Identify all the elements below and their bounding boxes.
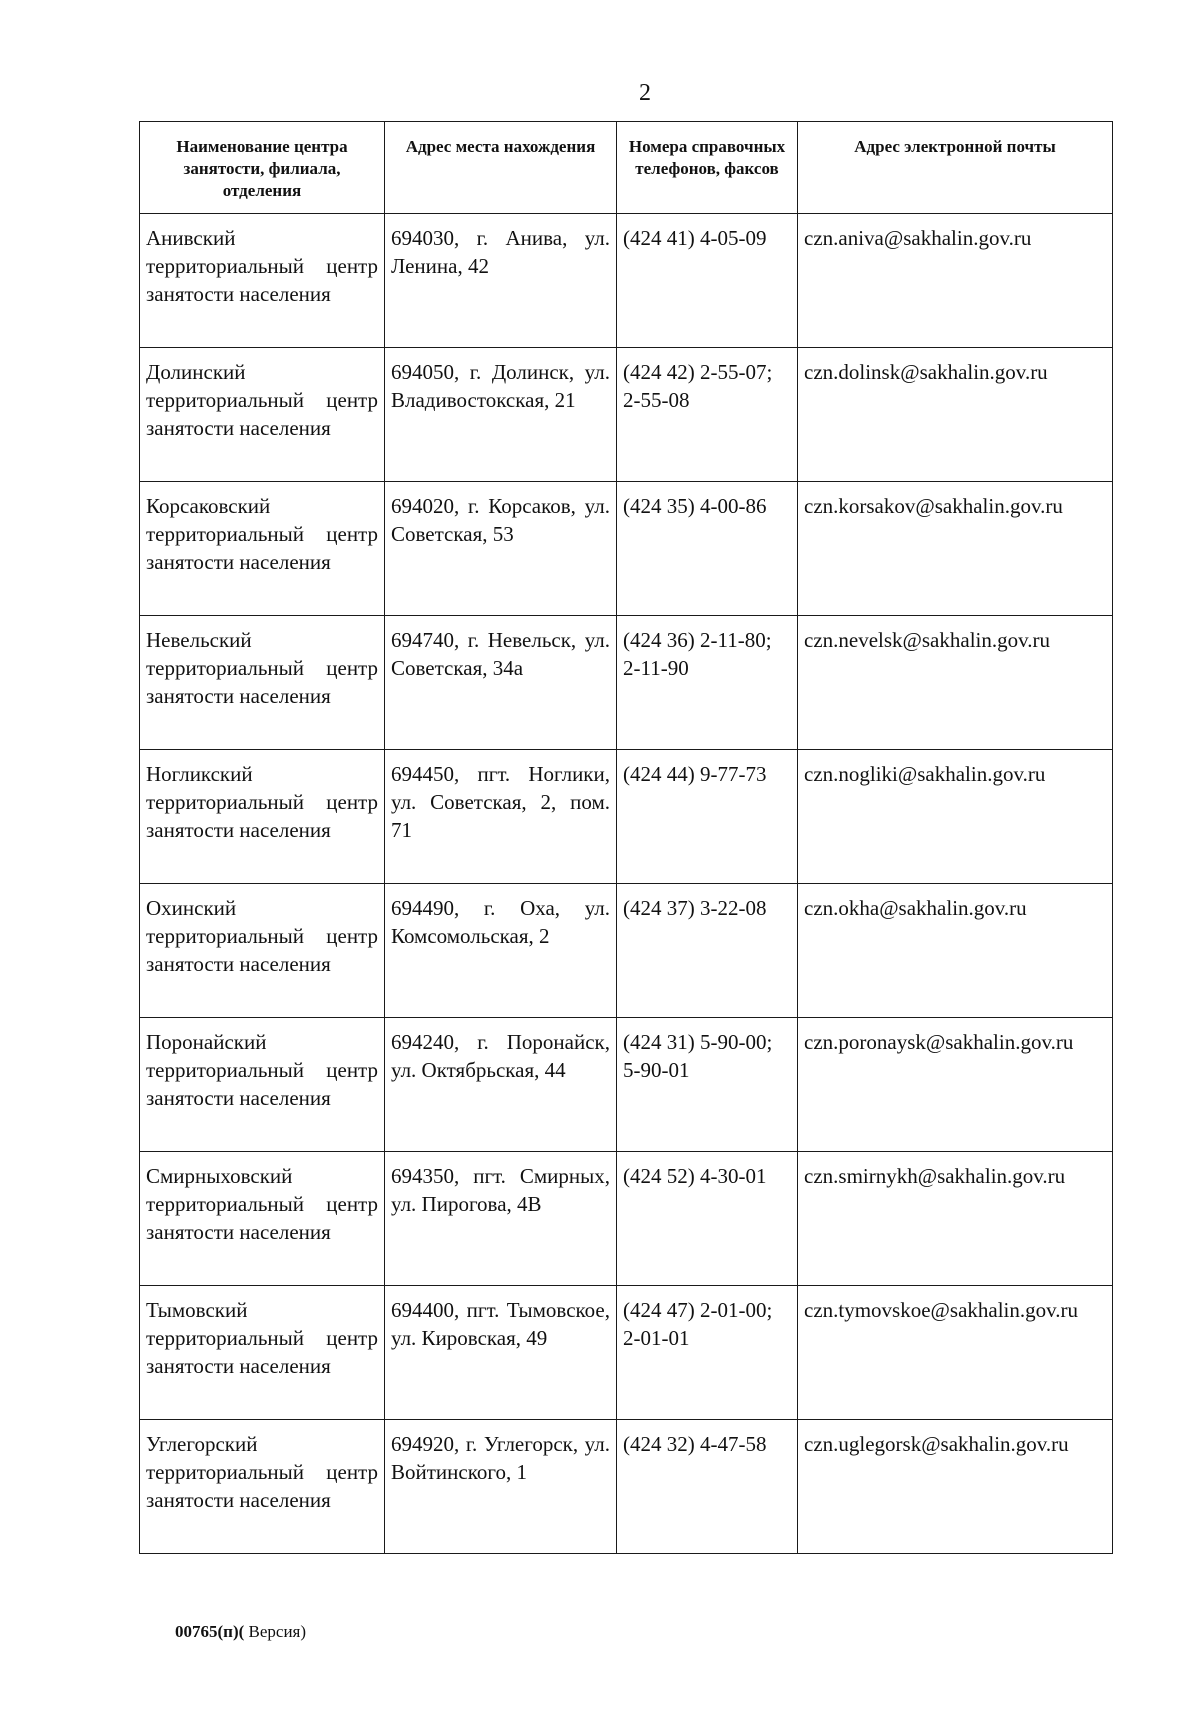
center-address: 694400, пгт. Тымовское, ул. Кировская, 49 [385,1286,617,1420]
center-phone: (424 35) 4-00-86 [617,482,798,616]
center-name: Углегорский территориальный центр занятости населения [140,1420,385,1554]
center-name: Поронайский территориальный центр занятости населения [140,1018,385,1152]
table-row [140,1152,1113,1286]
center-email: czn.nevelsk@sakhalin.gov.ru [798,616,1113,750]
header-center-name: Наименование центра занятости, филиала, отделения [140,122,385,214]
center-email: czn.korsakov@sakhalin.gov.ru [798,482,1113,616]
table-row [140,1018,1113,1152]
center-email: czn.okha@sakhalin.gov.ru [798,884,1113,1018]
table-row [140,482,1113,616]
center-address: 694920, г. Углегорск, ул. Войтинского, 1 [385,1420,617,1554]
center-phone: (424 32) 4-47-58 [617,1420,798,1554]
center-address: 694050, г. Долинск, ул. Владивостокская, 21 [385,348,617,482]
header-phones: Номера справочных телефонов, факсов [617,122,798,214]
center-email: czn.uglegorsk@sakhalin.gov.ru [798,1420,1113,1554]
table-row [140,1286,1113,1420]
center-name: Долинский территориальный центр занятости населения [140,348,385,482]
center-name: Корсаковский территориальный центр занятости населения [140,482,385,616]
center-email: czn.tymovskoe@sakhalin.gov.ru [798,1286,1113,1420]
center-phone: (424 44) 9-77-73 [617,750,798,884]
center-address: 694350, пгт. Смирных, ул. Пирогова, 4В [385,1152,617,1286]
center-address: 694450, пгт. Ноглики, ул. Советская, 2, пом. 71 [385,750,617,884]
center-name: Невельский территориальный центр занятости населения [140,616,385,750]
header-email: Адрес электронной почты [798,122,1113,214]
header-address: Адрес места нахождения [385,122,617,214]
table-row [140,750,1113,884]
center-email: czn.nogliki@sakhalin.gov.ru [798,750,1113,884]
table-row [140,348,1113,482]
center-email: czn.dolinsk@sakhalin.gov.ru [798,348,1113,482]
center-address: 694030, г. Анива, ул. Ленина, 42 [385,214,617,348]
center-phone: (424 52) 4-30-01 [617,1152,798,1286]
table-row [140,1420,1113,1554]
center-name: Тымовский территориальный центр занятости населения [140,1286,385,1420]
center-name: Смирныховский территориальный центр занятости населения [140,1152,385,1286]
document-footer [175,1622,306,1642]
center-phone: (424 31) 5-90-00; 5-90-01 [617,1018,798,1152]
center-name: Ногликский территориальный центр занятости населения [140,750,385,884]
page-number: 2 [639,80,651,106]
center-name: Анивский территориальный центр занятости населения [140,214,385,348]
center-address: 694490, г. Оха, ул. Комсомольская, 2 [385,884,617,1018]
table-row [140,616,1113,750]
center-phone: (424 37) 3-22-08 [617,884,798,1018]
center-phone: (424 42) 2-55-07; 2-55-08 [617,348,798,482]
center-address: 694240, г. Поронайск, ул. Октябрьская, 44 [385,1018,617,1152]
table-row [140,884,1113,1018]
center-name: Охинский территориальный центр занятости населения [140,884,385,1018]
center-phone: (424 41) 4-05-09 [617,214,798,348]
center-email: czn.poronaysk@sakhalin.gov.ru [798,1018,1113,1152]
employment-centers-table [139,121,1113,1554]
center-phone: (424 36) 2-11-80; 2-11-90 [617,616,798,750]
center-address: 694740, г. Невельск, ул. Советская, 34а [385,616,617,750]
table-row [140,214,1113,348]
center-phone: (424 47) 2-01-00; 2-01-01 [617,1286,798,1420]
table-header-row [140,122,1113,214]
center-address: 694020, г. Корсаков, ул. Советская, 53 [385,482,617,616]
center-email: czn.aniva@sakhalin.gov.ru [798,214,1113,348]
footer-version: Версия) [244,1622,307,1641]
footer-code: 00765(п)( [175,1622,245,1641]
center-email: czn.smirnykh@sakhalin.gov.ru [798,1152,1113,1286]
